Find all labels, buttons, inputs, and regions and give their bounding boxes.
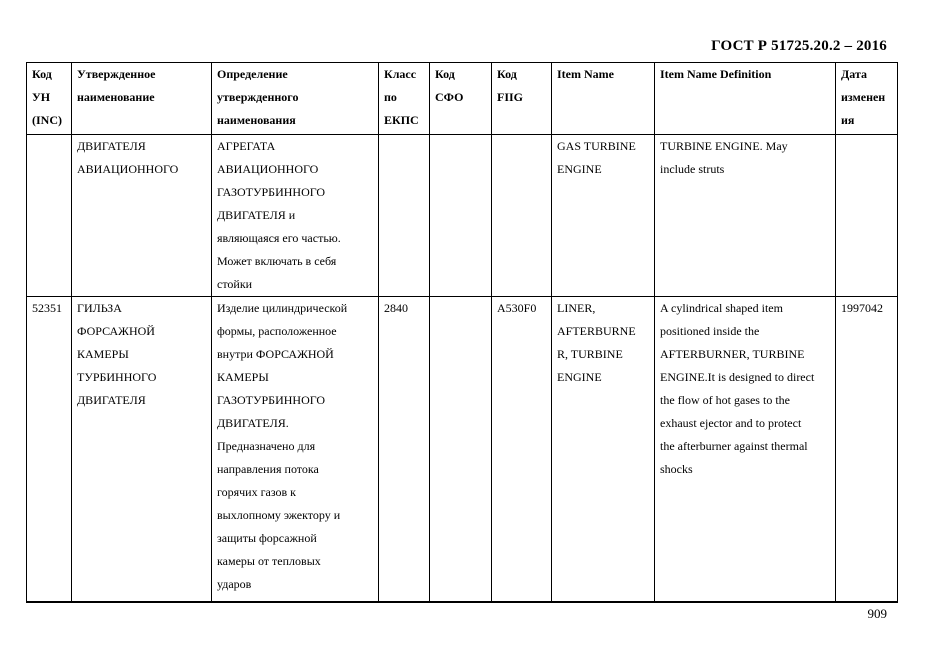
column-header-approved-name: Утвержденное наименование [72, 63, 212, 135]
document-standard-header: ГОСТ Р 51725.20.2 – 2016 [711, 38, 887, 54]
cell-item-name-definition: A cylindrical shaped item positioned inside the AFTERBURNER, TURBINE ENGINE.It is designed to direct the flow of hot gases to the exhaust ejector and to protect the afterburner against thermal shocks [655, 297, 836, 603]
cell-definition: Изделие цилиндрической формы, расположенное внутри ФОРСАЖНОЙ КАМЕРЫ ГАЗОТУРБИННОГО ДВИГАТЕЛЯ. Предназначено для направления потока горячих газов к выхлопному эжектору и защиты форсажной камеры от тепловых ударов [212, 297, 379, 603]
cell-item-name: GAS TURBINE ENGINE [552, 135, 655, 297]
cell-approved-name: ДВИГАТЕЛЯ АВИАЦИОННОГО [72, 135, 212, 297]
cell-inc-code [27, 135, 72, 297]
column-header-ekps-class: Класс по ЕКПС [379, 63, 430, 135]
page-number: 909 [867, 606, 887, 621]
cell-ekps-class [379, 135, 430, 297]
column-header-item-name-definition: Item Name Definition [655, 63, 836, 135]
cell-sfo-code [430, 135, 492, 297]
cell-inc-code: 52351 [27, 297, 72, 603]
table-header-row [27, 63, 898, 135]
cell-change-date: 1997042 [836, 297, 898, 603]
column-header-fiig-code: Код FIIG [492, 63, 552, 135]
column-header-inc-code: Код УН (INC) [27, 63, 72, 135]
column-header-definition: Определение утвержденного наименования [212, 63, 379, 135]
cell-ekps-class: 2840 [379, 297, 430, 603]
item-catalog-table [26, 62, 898, 603]
cell-item-name: LINER, AFTERBURNE R, TURBINE ENGINE [552, 297, 655, 603]
cell-fiig-code [492, 135, 552, 297]
cell-item-name-definition: TURBINE ENGINE. May include struts [655, 135, 836, 297]
cell-sfo-code [430, 297, 492, 603]
column-header-item-name: Item Name [552, 63, 655, 135]
column-header-change-date: Дата изменен ия [836, 63, 898, 135]
table-row [27, 297, 898, 603]
cell-definition: АГРЕГАТА АВИАЦИОННОГО ГАЗОТУРБИННОГО ДВИГАТЕЛЯ и являющаяся его частью. Может включать в себя стойки [212, 135, 379, 297]
column-header-sfo-code: Код СФО [430, 63, 492, 135]
cell-approved-name: ГИЛЬЗА ФОРСАЖНОЙ КАМЕРЫ ТУРБИННОГО ДВИГАТЕЛЯ [72, 297, 212, 603]
cell-change-date [836, 135, 898, 297]
table-row [27, 135, 898, 297]
cell-fiig-code: A530F0 [492, 297, 552, 603]
